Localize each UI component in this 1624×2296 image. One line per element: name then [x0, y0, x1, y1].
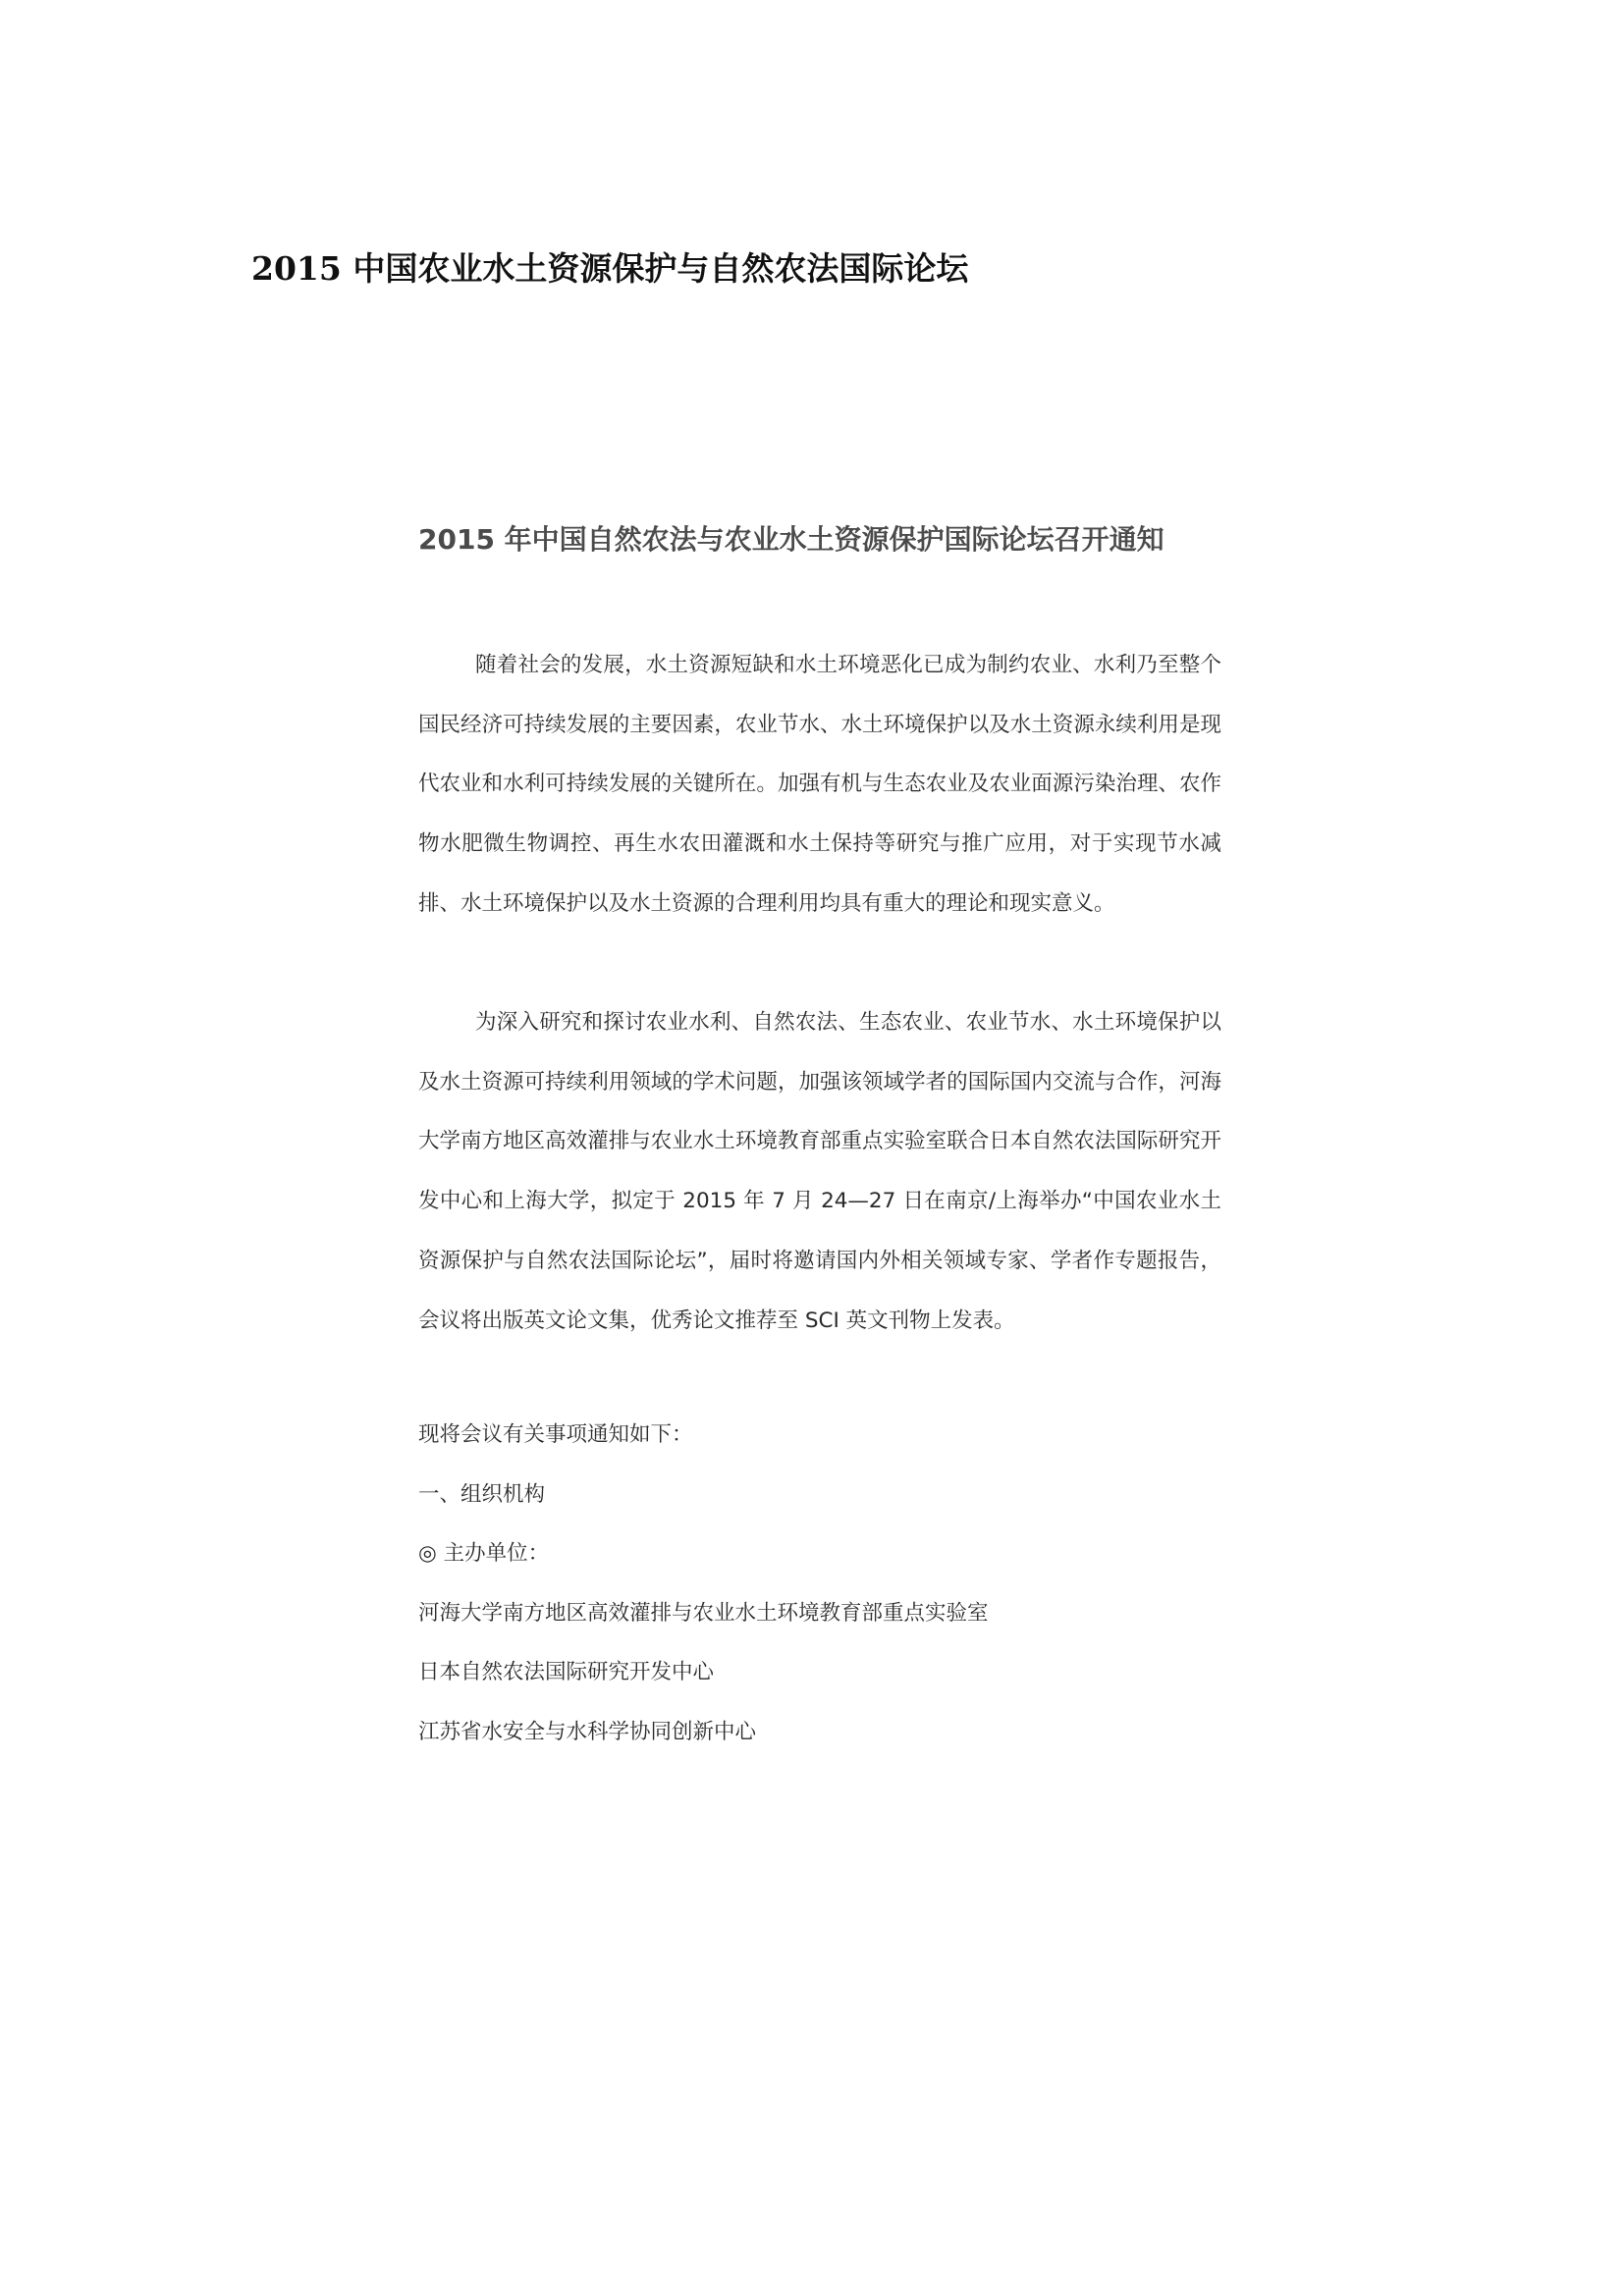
section-heading: 一、组织机构 [418, 1481, 546, 1507]
body-paragraph: 为深入研究和探讨农业水利、自然农法、生态农业、农业节水、水土环境保护以及水土资源可持续利用领域的学术问题，加强该领域学者的国际国内交流与合作，河海大学南方地区高效灌排与农业水土环境教育部重点实验室联合日本自然农法国际研究开发中心和上海大学，拟定于 2015 年 7 月 24—27 日在南京/上海举办“中国农业水土资源保护与自然农法国际论坛”，届时将邀请国内外相关领域专家、学者作专题报告，会议将出版英文论文集，优秀论文推荐至 SCI 英文刊物上发表。 [418, 1010, 1221, 1333]
page-title: 2015 中国农业水土资源保护与自然农法国际论坛 [251, 249, 969, 288]
body-paragraph-block-1 [418, 636, 1221, 934]
intro-line: 现将会议有关事项通知如下： [418, 1422, 693, 1447]
organizer-label: ◎ 主办单位： [418, 1541, 550, 1566]
notice-details [418, 1406, 1221, 1762]
organizer-item: 江苏省水安全与水科学协同创新中心 [418, 1719, 757, 1744]
notice-title: 2015 年中国自然农法与农业水土资源保护国际论坛召开通知 [418, 523, 1164, 556]
organizer-item: 河海大学南方地区高效灌排与农业水土环境教育部重点实验室 [418, 1600, 989, 1626]
body-paragraph-block-2 [418, 993, 1221, 1351]
body-paragraph: 随着社会的发展，水土资源短缺和水土环境恶化已成为制约农业、水利乃至整个国民经济可持续发展的主要因素，农业节水、水土环境保护以及水土资源永续利用是现代农业和水利可持续发展的关键所在。加强有机与生态农业及农业面源污染治理、农作物水肥微生物调控、再生水农田灌溉和水土保持等研究与推广应用，对于实现节水减排、水土环境保护以及水土资源的合理利用均具有重大的理论和现实意义。 [418, 653, 1221, 916]
organizer-item: 日本自然农法国际研究开发中心 [418, 1660, 715, 1684]
